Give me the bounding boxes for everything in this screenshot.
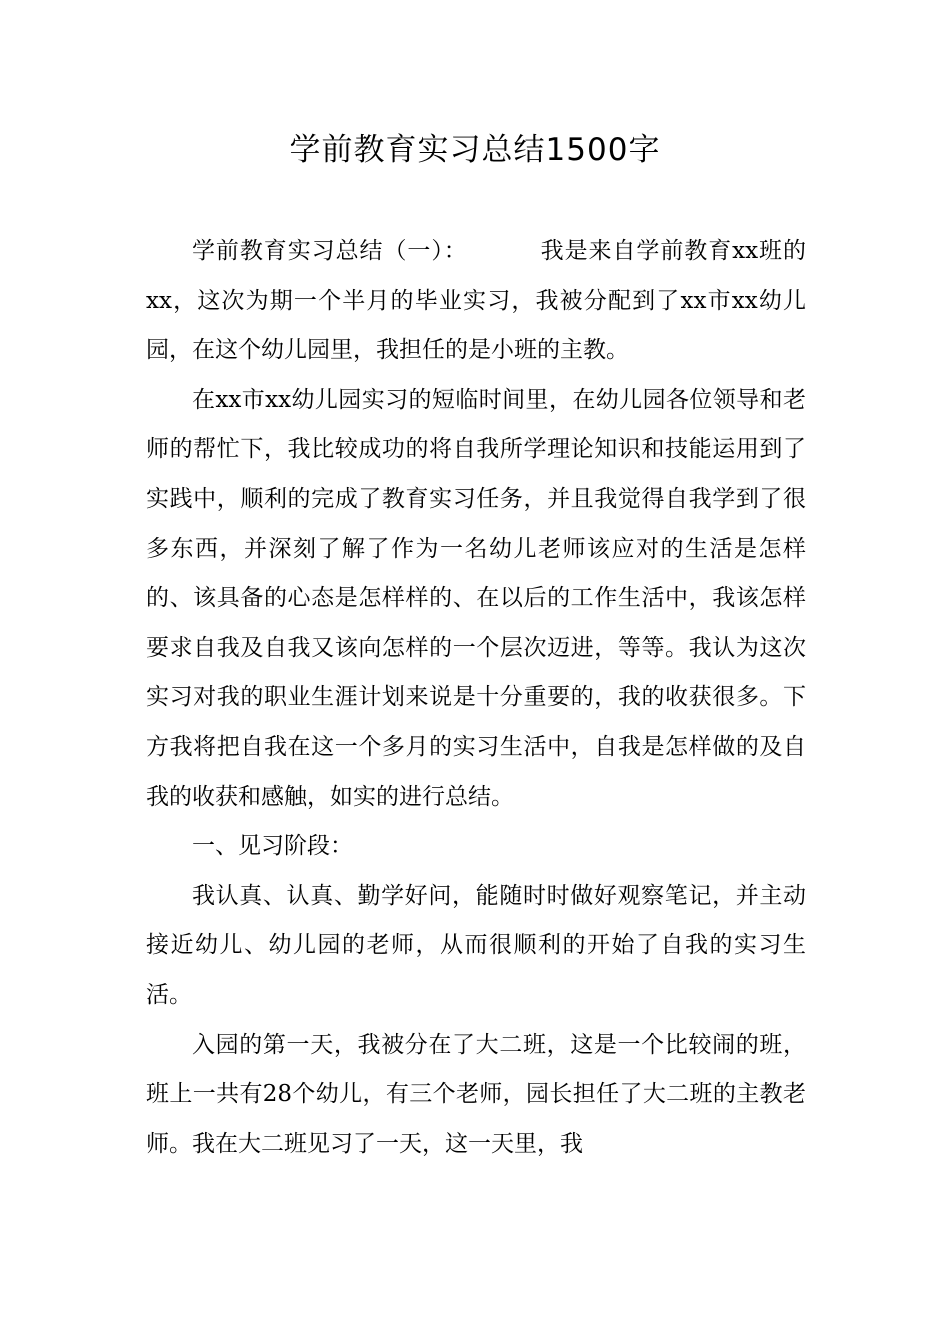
document-body <box>146 227 806 1169</box>
paragraph-4: 我认真、认真、勤学好问，能随时时做好观察笔记，并主动接近幼儿、幼儿园的老师，从而很顺利的开始了自我的实习生活。 <box>146 882 806 1008</box>
section-heading-internship-observation: 一、见习阶段： <box>192 833 353 860</box>
paragraph-1 <box>146 227 806 376</box>
paragraph-1-text: 我是来自学前教育xx班的xx，这次为期一个半月的毕业实习，我被分配到了xx市xx幼儿园，在这个幼儿园里，我担任的是小班的主教。 <box>146 238 806 364</box>
paragraph-2: 在xx市xx幼儿园实习的短临时间里，在幼儿园各位领导和老师的帮忙下，我比较成功的将自我所学理论知识和技能运用到了实践中，顺利的完成了教育实习任务，并且我觉得自我学到了很多东西，并深刻了解了作为一名幼儿老师该应对的生活是怎样的、该具备的心态是怎样样的、在以后的工作生活中，我该怎样要求自我及自我又该向怎样的一个层次迈进，等等。我认为这次实习对我的职业生涯计划来说是十分重要的，我的收获很多。下方我将把自我在这一个多月的实习生活中，自我是怎样做的及自我的收获和感触，如实的进行总结。 <box>146 386 806 810</box>
paragraph-1-lead: 学前教育实习总结（一）： <box>192 238 468 264</box>
document-title: 学前教育实习总结1500字 <box>289 132 661 168</box>
paragraph-5: 入园的第一天，我被分在了大二班，这是一个比较闹的班，班上一共有28个幼儿，有三个老师，园长担任了大二班的主教老师。我在大二班见习了一天，这一天里，我 <box>146 1031 806 1157</box>
